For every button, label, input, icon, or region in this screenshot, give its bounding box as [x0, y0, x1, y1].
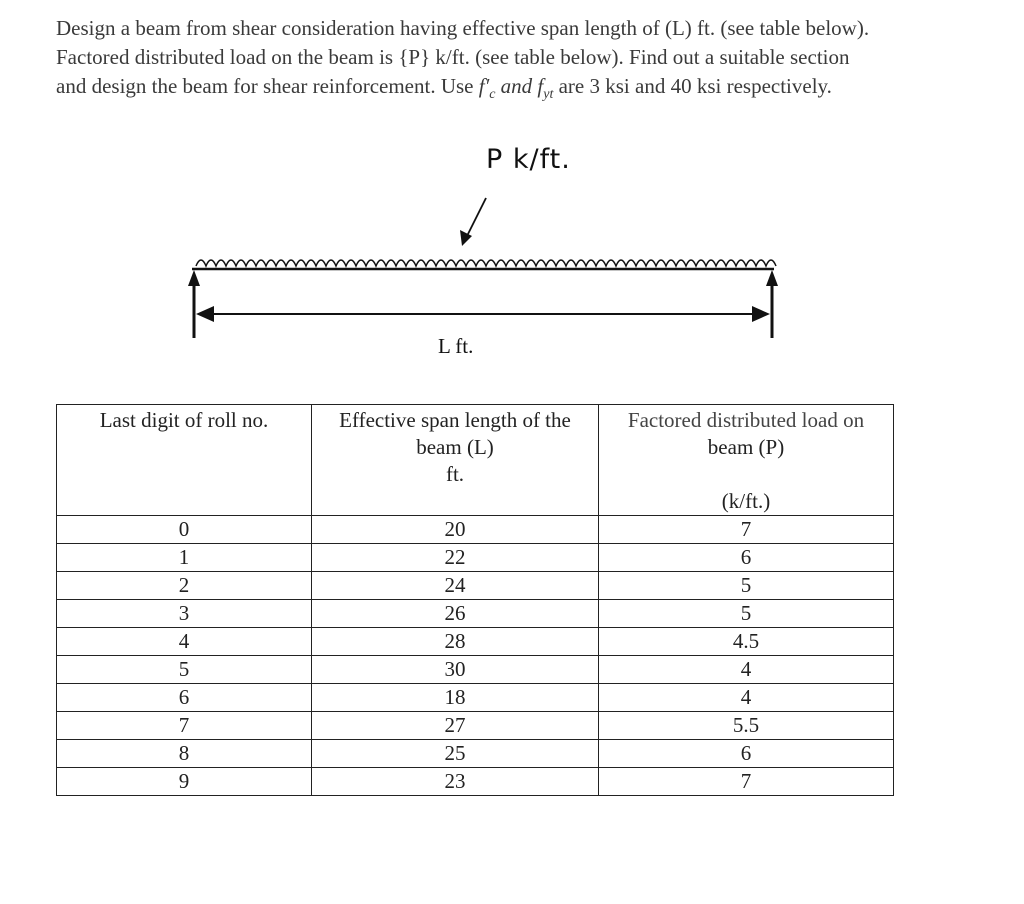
table-row: [57, 740, 894, 768]
load-cell: 5.5: [599, 712, 894, 740]
roll-digit-cell: 3: [57, 600, 312, 628]
distributed-load-wave: [196, 260, 776, 266]
table-row: [57, 628, 894, 656]
roll-digit-cell: 1: [57, 544, 312, 572]
roll-digit-cell: 7: [57, 712, 312, 740]
table-header-row: [57, 405, 894, 516]
span-arrow-right: [752, 306, 770, 322]
problem-line-3: and design the beam for shear reinforcement. Use $f'_c$ and $f_{yt}$ are 3 ksi and 40 ksi respectively.: [56, 74, 832, 103]
roll-digit-cell: 9: [57, 768, 312, 796]
beam-diagram: [0, 130, 1024, 370]
roll-number-table: [56, 404, 894, 796]
header-span-length: Effective span length of the beam (L) ft.: [312, 405, 599, 516]
table-row: [57, 656, 894, 684]
table-row: [57, 684, 894, 712]
table-row: [57, 572, 894, 600]
table-row: [57, 712, 894, 740]
table-row: [57, 516, 894, 544]
span-length-cell: 23: [312, 768, 599, 796]
load-cell: 6: [599, 544, 894, 572]
load-cell: 5: [599, 600, 894, 628]
load-label: P k/ft.: [486, 144, 571, 175]
load-pointer-head: [460, 230, 472, 246]
load-pointer-line: [466, 198, 486, 238]
span-length-cell: 30: [312, 656, 599, 684]
load-cell: 5: [599, 572, 894, 600]
fyt-symbol: $f_{yt}$: [537, 74, 554, 103]
problem-statement: [56, 14, 976, 109]
roll-digit-cell: 2: [57, 572, 312, 600]
header-roll-digit: Last digit of roll no.: [57, 405, 312, 516]
roll-digit-cell: 5: [57, 656, 312, 684]
load-cell: 7: [599, 768, 894, 796]
load-cell: 4: [599, 656, 894, 684]
table-row: [57, 768, 894, 796]
roll-digit-cell: 8: [57, 740, 312, 768]
load-cell: 6: [599, 740, 894, 768]
span-length-cell: 18: [312, 684, 599, 712]
span-label: L ft.: [438, 334, 474, 358]
load-cell: 4.5: [599, 628, 894, 656]
span-length-cell: 26: [312, 600, 599, 628]
roll-digit-cell: 6: [57, 684, 312, 712]
roll-digit-cell: 4: [57, 628, 312, 656]
span-length-cell: 25: [312, 740, 599, 768]
right-support-arrowhead: [766, 270, 778, 286]
roll-digit-cell: 0: [57, 516, 312, 544]
span-length-cell: 24: [312, 572, 599, 600]
fc-symbol: $f'_c$: [478, 74, 496, 103]
left-support-arrowhead: [188, 270, 200, 286]
span-length-cell: 27: [312, 712, 599, 740]
header-distributed-load: Factored distributed load on beam (P) (k/ft.): [599, 405, 894, 516]
problem-line-1: Design a beam from shear consideration having effective span length of (L) ft. (see table below).: [56, 16, 870, 40]
table-row: [57, 544, 894, 572]
table-row: [57, 600, 894, 628]
span-length-cell: 28: [312, 628, 599, 656]
problem-line-2: Factored distributed load on the beam is {P} k/ft. (see table below). Find out a suitable section: [56, 45, 850, 69]
load-cell: 7: [599, 516, 894, 544]
load-cell: 4: [599, 684, 894, 712]
span-length-cell: 20: [312, 516, 599, 544]
span-length-cell: 22: [312, 544, 599, 572]
span-arrow-left: [196, 306, 214, 322]
